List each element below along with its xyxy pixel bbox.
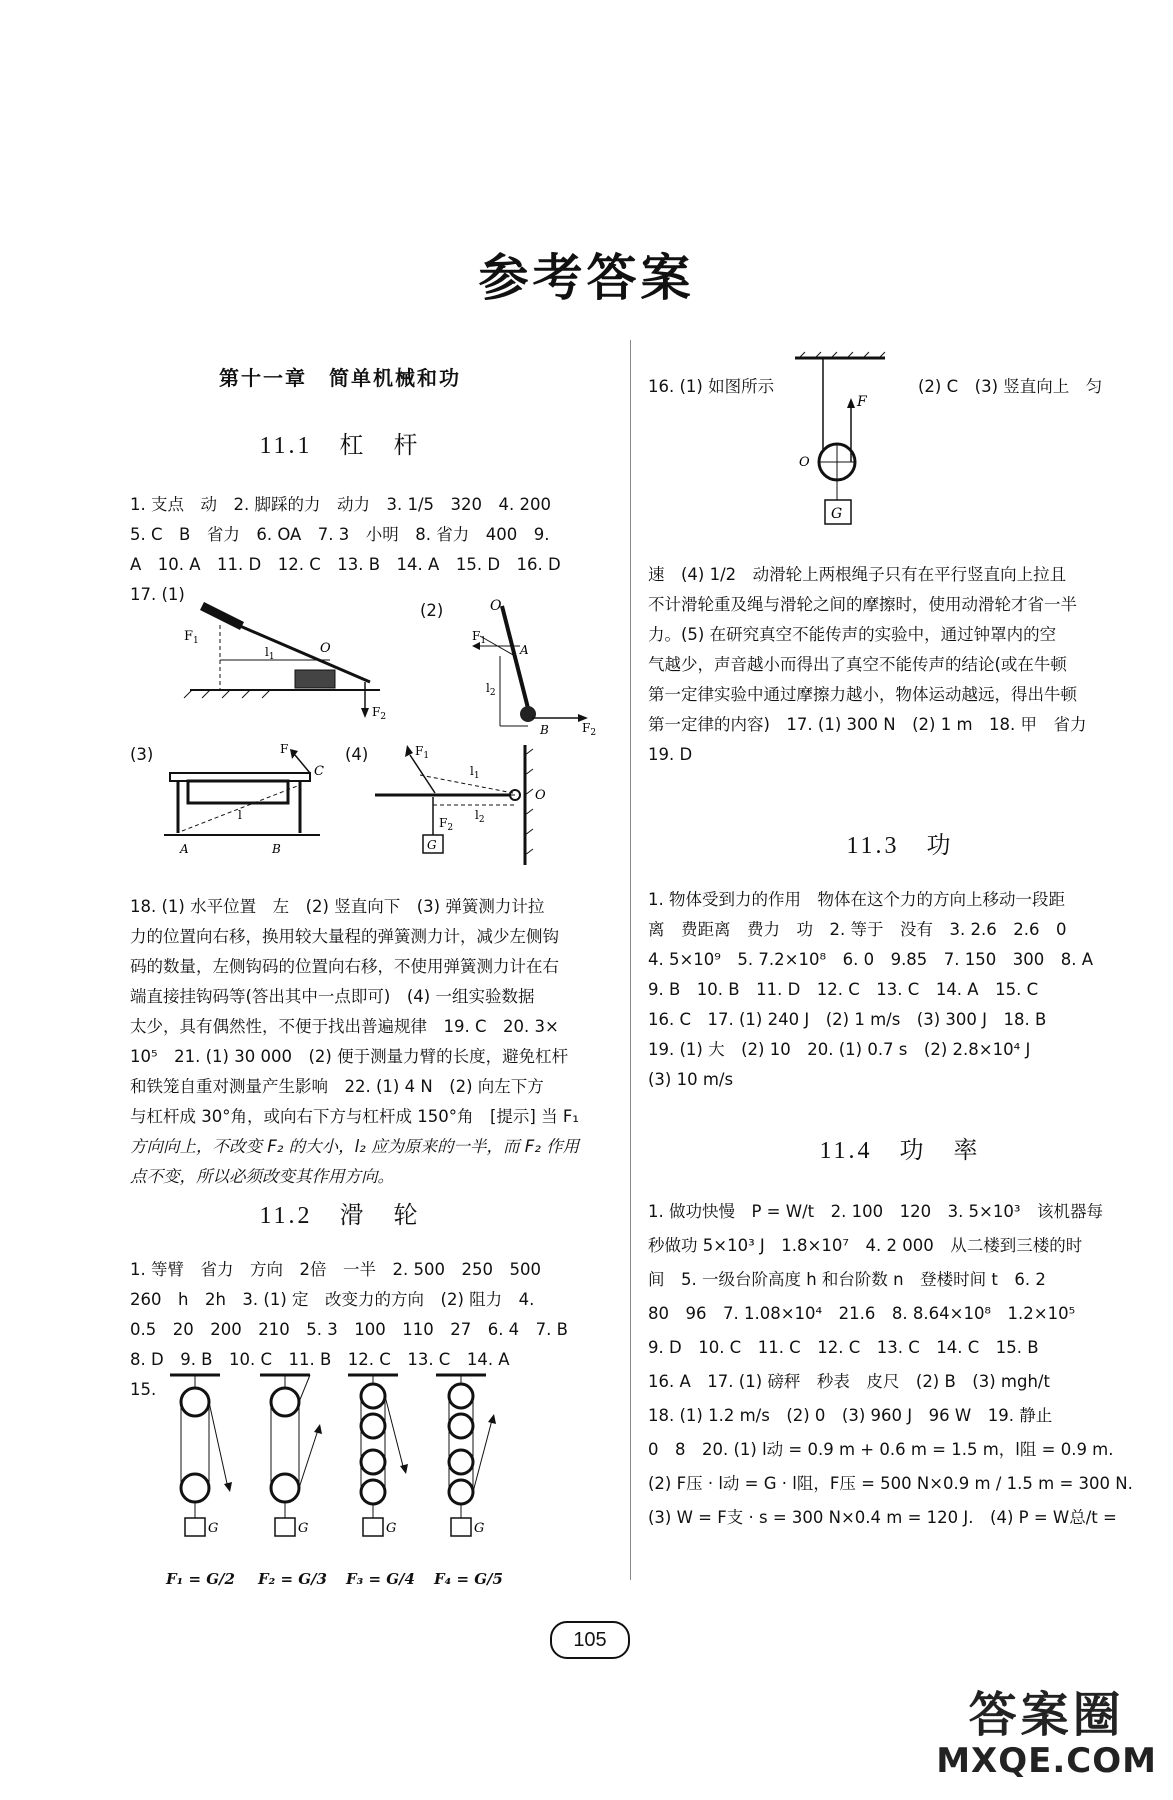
answer-line: 80 96 7. 1.08×10⁴ 21.6 8. 8.64×10⁸ 1.2×10⁵ <box>648 1304 1076 1323</box>
answer-line: 1. 支点 动 2. 脚踩的力 动力 3. 1/5 320 4. 200 <box>130 495 551 514</box>
svg-text:l1: $l_1$ <box>265 645 275 662</box>
figure-17-4-label: (4) <box>345 745 369 764</box>
answer-line: 0 8 20. (1) l动 = 0.9 m + 0.6 m = 1.5 m，l阻 = 0.9 m. <box>648 1440 1114 1459</box>
svg-text:B: B <box>540 723 549 736</box>
answer-line: 16. C 17. (1) 240 J (2) 1 m/s (3) 300 J 18. B <box>648 1010 1047 1029</box>
answer-line: 1. 做功快慢 P = W/t 2. 100 120 3. 5×10³ 该机器每 <box>648 1202 1103 1221</box>
svg-text:F2: $F_2$ <box>372 705 387 720</box>
pulley-formula-2: F₂ = G/3 <box>258 1570 327 1588</box>
answer-line: 力。(5) 在研究真空不能传声的实验中，通过钟罩内的空 <box>648 625 1057 644</box>
pulley-system-2 <box>260 1375 322 1536</box>
section-11-1-answers-b <box>130 892 579 1192</box>
watermark-url: MXQE.COM <box>936 1741 1157 1781</box>
answer-line: 17. (1) <box>130 585 185 604</box>
figure-17-4-bracket <box>375 735 555 880</box>
q16-part2: (2) C (3) 竖直向上 匀 <box>918 377 1103 396</box>
answer-line: 0.5 20 200 210 5. 3 100 110 27 6. 4 7. B <box>130 1320 568 1339</box>
section-11-3-answers <box>648 885 1093 1095</box>
figure-17-2-label: (2) <box>420 601 444 620</box>
section-11-4-answers <box>648 1195 1133 1535</box>
answer-line: 间 5. 一级台阶高度 h 和台阶数 n 登楼时间 t 6. 2 <box>648 1270 1046 1289</box>
answer-line: 点不变，所以必须改变其作用方向。 <box>130 1167 394 1186</box>
svg-text:G: G <box>427 838 437 852</box>
svg-text:B: B <box>272 842 281 856</box>
svg-text:O: O <box>799 455 810 470</box>
svg-text:C: C <box>314 764 324 779</box>
answer-line: A 10. A 11. D 12. C 13. B 14. A 15. D 16. D <box>130 555 561 574</box>
answer-line: 速 (4) 1/2 动滑轮上两根绳子只有在平行竖直向上拉且 <box>648 565 1067 584</box>
svg-text:O: O <box>490 598 502 614</box>
svg-text:F: F <box>280 742 289 756</box>
page-title: 参考答案 <box>478 249 695 307</box>
answer-line: 16. A 17. (1) 磅秤 秒表 皮尺 (2) B (3) mgh/t <box>648 1372 1050 1391</box>
answer-line: 1. 物体受到力的作用 物体在这个力的方向上移动一段距 <box>648 890 1065 909</box>
figure-17-1-lever <box>180 590 400 720</box>
svg-text:F1: $F_1$ <box>415 744 430 761</box>
answer-line: 气越少，声音越小而得出了真空不能传声的结论(或在牛顿 <box>648 655 1067 674</box>
svg-text:F1: $F_1$ <box>184 629 199 646</box>
answer-line: 5. C B 省力 6. OA 7. 3 小明 8. 省力 400 9. <box>130 525 550 544</box>
answer-line: 19. (1) 大 (2) 10 20. (1) 0.7 s (2) 2.8×10⁴ J <box>648 1040 1031 1059</box>
q16-part1: 16. (1) 如图所示 <box>648 377 775 396</box>
answer-line: 第一定律实验中通过摩擦力越小，物体运动越远，得出牛顿 <box>648 685 1077 704</box>
section-heading-11-1: 11.1 杠 杆 <box>259 433 421 459</box>
svg-text:G: G <box>386 1521 397 1536</box>
answer-line: 15. <box>130 1380 157 1399</box>
answer-line: 第一定律的内容) 17. (1) 300 N (2) 1 m 18. 甲 省力 <box>648 715 1087 734</box>
figure-15-pulley-systems <box>160 1370 530 1600</box>
answer-line: (2) F压 · l动 = G · l阻，F压 = 500 N×0.9 m / 1.5 m = 300 N. <box>648 1474 1133 1493</box>
answer-line: 力的位置向右移，换用较大量程的弹簧测力计，减少左侧钩 <box>130 927 559 946</box>
pulley-formula-1: F₁ = G/2 <box>166 1570 235 1588</box>
figure-17-3-label: (3) <box>130 745 154 764</box>
q16-answers <box>648 560 1087 770</box>
svg-text:l2: $l_2$ <box>475 808 485 825</box>
figure-17-2-lever <box>470 596 610 736</box>
svg-text:F1: $F_1$ <box>472 629 487 646</box>
answer-line: 18. (1) 1.2 m/s (2) 0 (3) 960 J 96 W 19. 静止 <box>648 1406 1053 1425</box>
answer-line: 码的数量，左侧钩码的位置向右移，不使用弹簧测力计在右 <box>130 957 559 976</box>
section-heading-11-2: 11.2 滑 轮 <box>259 1203 421 1229</box>
answer-line: 9. B 10. B 11. D 12. C 13. C 14. A 15. C <box>648 980 1039 999</box>
answer-line: (3) 10 m/s <box>648 1070 734 1089</box>
svg-text:G: G <box>298 1521 309 1536</box>
svg-text:F: F <box>857 394 867 410</box>
svg-text:G: G <box>474 1521 485 1536</box>
answer-line: 太少，具有偶然性，不便于找出普遍规律 19. C 20. 3× <box>130 1017 559 1036</box>
section-heading-11-4: 11.4 功 率 <box>819 1138 981 1164</box>
svg-text:l2: $l_2$ <box>486 681 496 698</box>
svg-text:A: A <box>180 842 189 856</box>
answer-line: 8. D 9. B 10. C 11. B 12. C 13. C 14. A <box>130 1350 510 1369</box>
pulley-system-3 <box>348 1375 408 1536</box>
svg-text:O: O <box>535 788 546 803</box>
answer-line: 260 h 2h 3. (1) 定 改变力的方向 (2) 阻力 4. <box>130 1290 535 1309</box>
svg-text:l1: $l_1$ <box>470 764 480 781</box>
svg-text:F2: $F_2$ <box>439 816 454 833</box>
svg-text:G: G <box>831 506 843 522</box>
svg-text:A: A <box>520 643 529 657</box>
figure-16-movable-pulley <box>785 350 915 550</box>
answer-line: 10⁵ 21. (1) 30 000 (2) 便于测量力臂的长度，避免杠杆 <box>130 1047 569 1066</box>
chapter-heading: 第十一章 简单机械和功 <box>219 366 461 390</box>
watermark-text: 答案圈 <box>968 1687 1125 1743</box>
answer-line: (3) W = F支 · s = 300 N×0.4 m = 120 J. (4) P = W总/t = <box>648 1508 1117 1527</box>
answer-line: 不计滑轮重及绳与滑轮之间的摩擦时，使用动滑轮才省一半 <box>648 595 1077 614</box>
pulley-system-1 <box>170 1375 232 1536</box>
answer-line: 和铁笼自重对测量产生影响 22. (1) 4 N (2) 向左下方 <box>130 1077 544 1096</box>
svg-text:G: G <box>208 1521 219 1536</box>
page-number: 105 <box>550 1621 630 1659</box>
answer-line: 秒做功 5×10³ J 1.8×10⁷ 4. 2 000 从二楼到三楼的时 <box>648 1236 1083 1255</box>
answer-line: 19. D <box>648 745 693 764</box>
pulley-system-4 <box>436 1375 496 1536</box>
answer-line: 18. (1) 水平位置 左 (2) 竖直向下 (3) 弹簧测力计拉 <box>130 897 545 916</box>
svg-text:l: l <box>238 808 242 822</box>
answer-line: 方向向上，不改变 F₂ 的大小，l₂ 应为原来的一半，而 F₂ 作用 <box>130 1137 580 1156</box>
answer-line: 4. 5×10⁹ 5. 7.2×10⁸ 6. 0 9.85 7. 150 300 8. A <box>648 950 1094 969</box>
answer-line: 1. 等臂 省力 方向 2倍 一半 2. 500 250 500 <box>130 1260 541 1279</box>
answer-line: 与杠杆成 30°角，或向右下方与杠杆成 150°角 [提示] 当 F₁ <box>130 1107 579 1126</box>
svg-text:O: O <box>320 641 331 656</box>
answer-line: 离 费距离 费力 功 2. 等于 没有 3. 2.6 2.6 0 <box>648 920 1067 939</box>
svg-text:F2: $F_2$ <box>582 721 597 736</box>
section-heading-11-3: 11.3 功 <box>846 833 954 859</box>
answer-line: 9. D 10. C 11. C 12. C 13. C 14. C 15. B <box>648 1338 1039 1357</box>
column-divider <box>630 340 631 1580</box>
pulley-formula-4: F₄ = G/5 <box>434 1570 503 1588</box>
watermark-logo <box>936 1688 1157 1780</box>
answer-line: 端直接挂钩码等(答出其中一点即可) (4) 一组实验数据 <box>130 987 535 1006</box>
pulley-formula-3: F₃ = G/4 <box>346 1570 415 1588</box>
figure-17-3-table <box>160 735 330 860</box>
